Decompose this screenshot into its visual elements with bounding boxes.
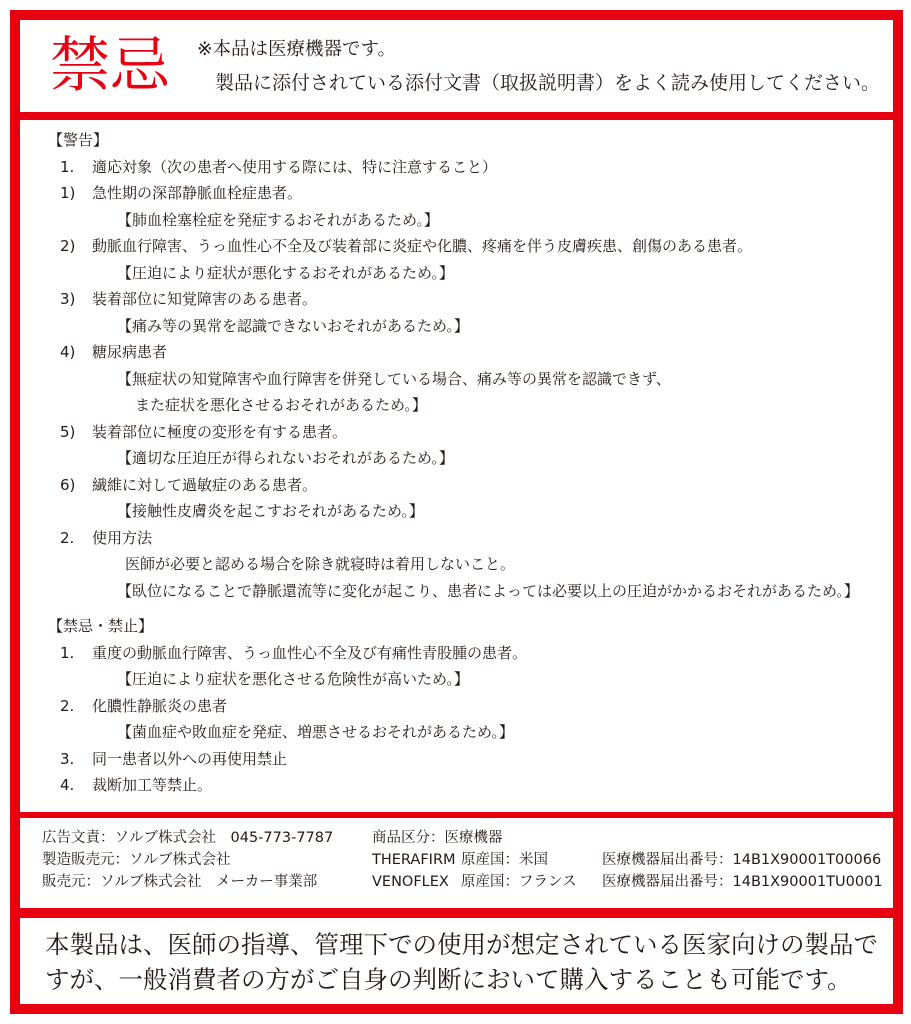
main-section [20,120,893,812]
advertiser-text: 広告文責：ソルブ株式会社 045-773-7787 [42,830,334,846]
item-text: 適応対象（次の患者へ使用する際には、特に注意すること） [92,157,498,176]
prohibition-heading: 【禁忌・禁止】 [48,617,154,635]
product-brand: THERAFIRM [372,852,456,868]
product-category: 商品区分：医療機器 [372,830,503,846]
read-instructions-notice: 製品に添付されている添付文書（取扱説明書）をよく読み使用してください。 [215,72,881,94]
warning-item [20,525,893,552]
header-section [20,20,893,112]
consumer-notice-section [20,918,893,1004]
info-row [20,827,893,849]
item-number: 1) [60,184,76,202]
item-text: 繊維に対して過敏症のある患者。 [92,475,318,494]
warning-item [20,339,893,366]
company-info-section [20,818,893,908]
item-number: 1. [60,643,75,662]
info-row [20,871,893,893]
usage-instruction: 医師が必要と認める場合を除き就寝時は着用しないこと。 [125,555,516,573]
item-text: 急性期の深部静脈血栓症患者。 [92,184,303,202]
registration-number: 医療機器届出番号：14B1X90001TU0001 [602,874,883,890]
red-frame [10,10,903,1014]
prohibition-item [20,693,893,720]
warning-item [20,286,893,313]
prohibition-item [20,746,893,773]
item-number: 2. [60,696,75,715]
warning-note: 【接触性皮膚炎を起こすおそれがあるため。】 [117,502,424,520]
item-number: 2. [60,528,75,547]
item-number: 4) [60,343,76,361]
item-text: 装着部位に極度の変形を有する患者。 [92,422,348,441]
item-number: 5) [60,422,76,441]
item-text: 装着部位に知覚障害のある患者。 [92,290,318,308]
warning-item [20,233,893,260]
warning-note: 【無症状の知覚障害や血行障害を併発している場合、痛み等の異常を認識できず、 [117,369,671,388]
prohibition-note: 【圧迫により症状を悪化させる危険性が高いため。】 [117,670,469,688]
prohibition-item [20,772,893,799]
item-number: 2) [60,237,76,255]
item-number: 3. [60,749,75,768]
product-origin: 原産国：米国 [461,852,548,868]
item-text: 重度の動脈血行障害、うっ血性心不全及び有痛性青股腫の患者。 [92,643,528,662]
warning-item [20,180,893,207]
item-text: 糖尿病患者 [92,343,168,361]
warning-item [20,472,893,499]
contraindication-title: 禁忌 [50,31,170,101]
warning-heading: 【警告】 [48,131,109,149]
warning-note-continuation: また症状を悪化させるおそれがあるため。】 [135,396,427,414]
distributor-text: 販売元：ソルブ株式会社 メーカー事業部 [42,874,318,890]
item-number: 1. [60,157,75,176]
manufacturer-text: 製造販売元：ソルブ株式会社 [42,852,231,868]
warning-item [20,419,893,446]
product-origin: 原産国：フランス [461,874,577,890]
item-text: 裁断加工等禁止。 [92,776,213,794]
item-text: 同一患者以外への再使用禁止 [92,749,288,768]
item-text: 使用方法 [92,528,153,547]
prohibition-note: 【菌血症や敗血症を発症、増悪させるおそれがあるため。】 [117,723,514,741]
warning-block [20,127,893,604]
item-text: 動脈血行障害、うっ血性心不全及び装着部に炎症や化膿、疼痛を伴う皮膚疾患、創傷のある患者。 [92,237,753,255]
consumer-notice-line: 本製品は、医師の指導、管理下での使用が想定されている医家向けの製品で [45,930,878,959]
prohibition-block [20,613,893,799]
item-number: 3) [60,290,76,308]
warning-note: 【臥位になることで静脈還流等に変化が起こり、患者によっては必要以上の圧迫がかかるおそれがあるため。】 [117,581,859,600]
consumer-notice-line: すが、一般消費者の方がご自身の判断において購入することも可能です。 [45,965,852,994]
warning-note: 【圧迫により症状が悪化するおそれがあるため。】 [117,263,454,282]
prohibition-item [20,640,893,667]
registration-number: 医療機器届出番号：14B1X90001T00066 [602,852,882,868]
info-row [20,849,893,871]
warning-note: 【適切な圧迫圧が得られないおそれがあるため。】 [117,449,454,467]
warning-note: 【肺血栓塞栓症を発症するおそれがあるため。】 [117,210,439,229]
item-number: 6) [60,475,76,494]
warning-note: 【痛み等の異常を認識できないおそれがあるため。】 [117,316,469,335]
item-text: 化膿性静脈炎の患者 [92,696,228,715]
product-brand: VENOFLEX [372,874,449,890]
warning-item [20,154,893,181]
item-number: 4. [60,776,75,794]
medical-device-notice: ※本品は医療機器です。 [197,39,397,60]
